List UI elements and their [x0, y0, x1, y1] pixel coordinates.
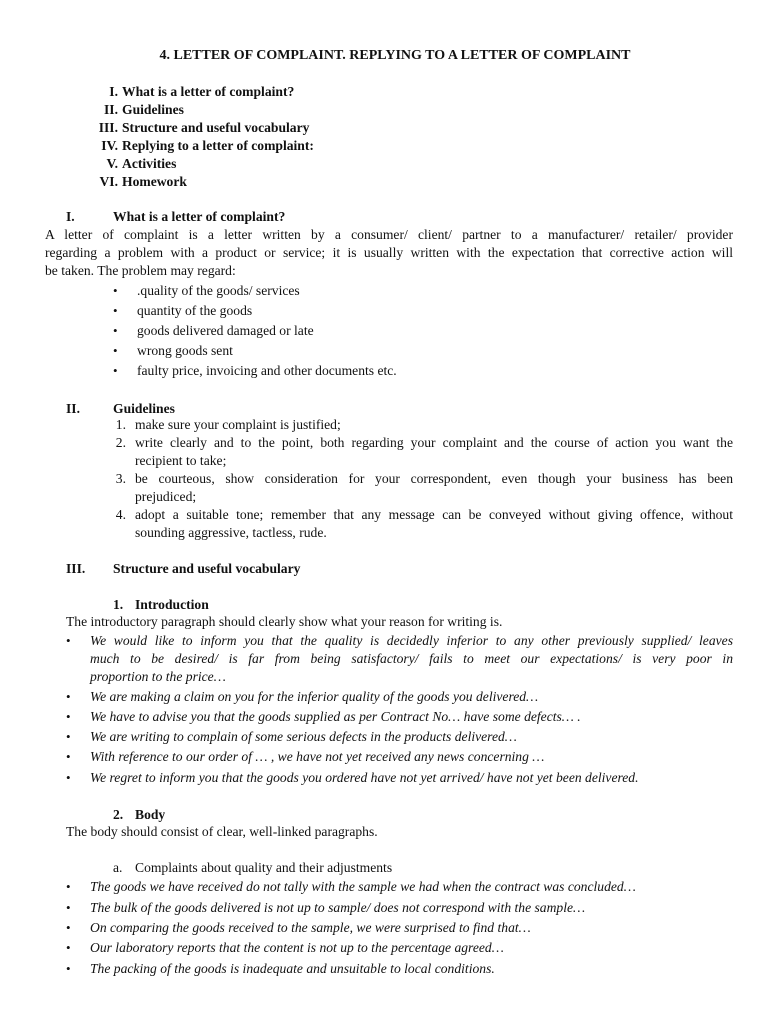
bullet-icon: • [66, 961, 71, 976]
list-item-line: make sure your complaint is justified; [135, 417, 341, 432]
list-item-line: write clearly and to the point, both regarding your complaint and the course of action you want the [135, 435, 733, 450]
bullet-icon: • [113, 343, 118, 358]
toc-item-number: IV. [101, 138, 118, 153]
section-heading: Guidelines [113, 401, 175, 416]
list-item: wrong goods sent [137, 343, 233, 358]
bullet-icon: • [113, 283, 118, 298]
list-item: The goods we have received do not tally with the sample we had when the contract was concluded… [90, 879, 636, 894]
toc-item-label: What is a letter of complaint? [122, 84, 295, 99]
section-number: II. [66, 401, 80, 416]
paragraph-line: be taken. The problem may regard: [45, 263, 236, 278]
list-item-number: 3. [115, 471, 126, 486]
list-item: .quality of the goods/ services [137, 283, 300, 298]
list-item-number: 4. [115, 507, 126, 522]
bullet-icon: • [66, 770, 71, 785]
toc-item-label: Homework [122, 174, 187, 189]
bullet-icon: • [66, 749, 71, 764]
bullet-icon: • [113, 363, 118, 378]
bullet-icon: • [66, 940, 71, 955]
toc-item-number: V. [106, 156, 118, 171]
paragraph-line: A letter of complaint is a letter written by a consumer/ client/ partner to a manufacturer/ retailer/ provider [45, 227, 733, 242]
toc-item-label: Replying to a letter of complaint: [122, 138, 314, 153]
bullet-icon: • [113, 303, 118, 318]
list-item-line: recipient to take; [135, 453, 227, 468]
list-item: We are making a claim on you for the inferior quality of the goods you delivered… [90, 689, 539, 704]
list-item: Our laboratory reports that the content is not up to the percentage agreed… [90, 940, 504, 955]
list-item: The packing of the goods is inadequate and unsuitable to local conditions. [90, 961, 495, 976]
list-item: We are writing to complain of some serious defects in the products delivered… [90, 729, 517, 744]
list-item: quantity of the goods [137, 303, 253, 318]
toc-item-number: I. [109, 84, 118, 99]
list-item: We have to advise you that the goods supplied as per Contract No… have some defects… . [90, 709, 581, 724]
section-heading: Structure and useful vocabulary [113, 561, 301, 576]
section-number: I. [66, 209, 75, 224]
list-item: On comparing the goods received to the sample, we were surprised to find that… [90, 920, 531, 935]
paragraph-line: regarding a problem with a product or service; it is usually written with the expectation that corrective action will [45, 245, 733, 260]
bullet-icon: • [66, 729, 71, 744]
toc-item-number: II. [104, 102, 118, 117]
page-title: 4. LETTER OF COMPLAINT. REPLYING TO A LETTER OF COMPLAINT [159, 48, 631, 63]
section-heading: What is a letter of complaint? [113, 209, 286, 224]
list-item-line: be courteous, show consideration for your correspondent, even though your business has been [135, 471, 733, 486]
list-item-line: adopt a suitable tone; remember that any message can be conveyed without giving offence, without [135, 507, 733, 522]
section-number: III. [66, 561, 86, 576]
subsection-description: The introductory paragraph should clearly show what your reason for writing is. [66, 614, 503, 629]
subsection-number: 1. [113, 597, 124, 612]
list-item: faulty price, invoicing and other documents etc. [137, 363, 397, 378]
sub-item-letter: a. [113, 860, 123, 875]
bullet-icon: • [66, 633, 71, 648]
list-item: We regret to inform you that the goods you ordered have not yet arrived/ have not yet been delivered. [90, 770, 639, 785]
list-item: With reference to our order of … , we have not yet received any news concerning … [90, 749, 545, 764]
list-item-number: 1. [115, 417, 126, 432]
list-item-line: We would like to inform you that the quality is decidedly inferior to any other previously supplied/ leaves [90, 633, 733, 648]
list-item [135, 506, 733, 542]
bullet-icon: • [113, 323, 118, 338]
bullet-icon: • [66, 689, 71, 704]
list-item [135, 470, 733, 506]
toc-item-label: Activities [122, 156, 177, 171]
toc-item-number: VI. [99, 174, 118, 189]
subsection-description: The body should consist of clear, well-linked paragraphs. [66, 824, 378, 839]
subsection-number: 2. [113, 807, 124, 822]
list-item-line: much to be desired/ is far from being satisfactory/ fails to meet our expectations/ is very poor in [90, 651, 733, 666]
bullet-icon: • [66, 709, 71, 724]
toc-item-label: Guidelines [122, 102, 184, 117]
bullet-icon: • [66, 879, 71, 894]
list-item-line: proportion to the price… [90, 669, 226, 684]
subsection-heading: Introduction [135, 597, 209, 612]
list-item-number: 2. [115, 435, 126, 450]
bullet-icon: • [66, 920, 71, 935]
subsection-heading: Body [135, 807, 166, 822]
sub-item-label: Complaints about quality and their adjustments [135, 860, 393, 875]
list-item [135, 434, 733, 470]
toc-item-label: Structure and useful vocabulary [122, 120, 310, 135]
list-item: The bulk of the goods delivered is not up to sample/ does not correspond with the sample… [90, 900, 586, 915]
list-item-line: prejudiced; [135, 489, 197, 504]
bullet-icon: • [66, 900, 71, 915]
definition-paragraph [45, 226, 733, 280]
toc-item-number: III. [98, 120, 118, 135]
list-item: goods delivered damaged or late [137, 323, 314, 338]
list-item [135, 416, 733, 434]
list-item-line: sounding aggressive, tactless, rude. [135, 525, 327, 540]
list-item [90, 632, 733, 686]
